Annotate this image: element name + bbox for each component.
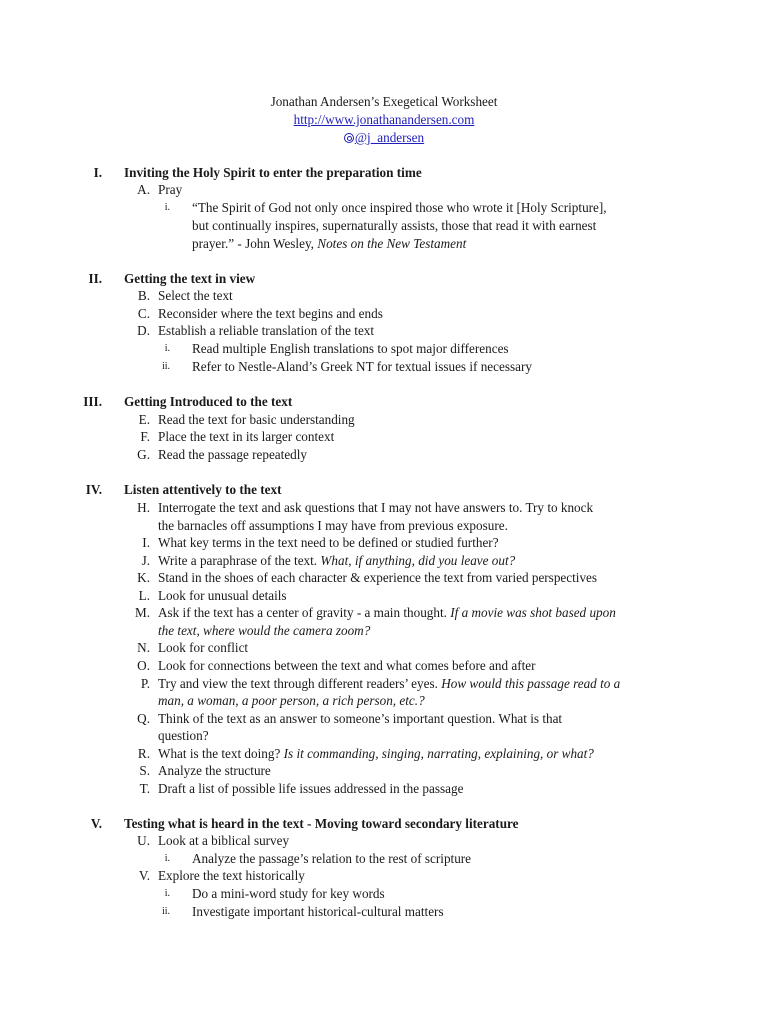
item-text: the barnacles off assumptions I may have from previous exposure.: [158, 518, 508, 533]
item-text: Explore the text historically: [158, 868, 305, 883]
item-text-italic: How would this passage read to a: [441, 676, 621, 691]
quote-attribution-text: prayer.” - John Wesley,: [192, 236, 318, 251]
item-letter: Q.: [137, 711, 150, 726]
item-text-italic: If a movie was shot based upon: [450, 605, 616, 620]
worksheet-title: Jonathan Andersen’s Exegetical Worksheet: [270, 94, 498, 109]
item-text: Look for unusual details: [158, 588, 287, 603]
twitter-handle-link[interactable]: [344, 130, 424, 145]
item-text: Interrogate the text and ask questions that I may not have answers to. Try to knock: [158, 500, 594, 515]
source-title: Notes on the New Testament: [317, 236, 467, 251]
item-text-italic: the text, where would the camera zoom?: [158, 623, 371, 638]
item-text: Read the text for basic understanding: [158, 412, 355, 427]
item-letter: P.: [140, 676, 150, 691]
section-numeral: III.: [83, 394, 102, 409]
item-text: Select the text: [158, 288, 233, 303]
section-title: Inviting the Holy Spirit to enter the preparation time: [124, 165, 422, 180]
item-letter: C.: [137, 306, 150, 321]
sub-item-numeral: ii.: [161, 906, 170, 917]
item-text-plain: Try and view the text through different readers’ eyes.: [158, 676, 442, 691]
item-letter: N.: [137, 640, 150, 655]
item-text: Read the passage repeatedly: [158, 447, 308, 462]
sub-item-text: Refer to Nestle-Aland’s Greek NT for textual issues if necessary: [192, 359, 532, 374]
item-text: question?: [158, 728, 209, 743]
item-text: Look at a biblical survey: [158, 833, 290, 848]
sub-item-numeral: i.: [164, 202, 170, 213]
section-numeral: I.: [93, 165, 102, 180]
item-text: [158, 604, 688, 622]
item-text: [158, 745, 688, 763]
sub-item-numeral: i.: [164, 853, 170, 864]
item-text: Place the text in its larger context: [158, 429, 335, 444]
item-letter: U.: [137, 833, 150, 848]
twitter-handle: @j_andersen: [354, 130, 425, 145]
section-title: Listen attentively to the text: [124, 482, 282, 497]
item-text: Establish a reliable translation of the text: [158, 323, 375, 338]
at-icon: [344, 133, 354, 143]
section-title: Getting the text in view: [124, 271, 256, 286]
item-letter: F.: [140, 429, 150, 444]
item-text-plain: Ask if the text has a center of gravity - a main thought.: [158, 605, 451, 620]
item-text: [158, 552, 688, 570]
item-text: [158, 675, 688, 693]
item-letter: T.: [139, 781, 150, 796]
item-letter: G.: [137, 447, 150, 462]
item-letter: L.: [138, 588, 150, 603]
quote-attribution: [192, 235, 682, 253]
sub-item-text: Read multiple English translations to spot major differences: [192, 341, 509, 356]
sub-item-numeral: ii.: [161, 361, 170, 372]
item-text: Analyze the structure: [158, 763, 271, 778]
twitter-handle-row: [0, 129, 768, 147]
item-letter: R.: [137, 746, 150, 761]
item-text-italic: man, a woman, a poor person, a rich person, etc.?: [158, 693, 425, 708]
sub-item-text: Investigate important historical-cultural matters: [192, 904, 444, 919]
item-text-plain: Write a paraphrase of the text.: [158, 553, 321, 568]
item-letter: B.: [137, 288, 150, 303]
item-letter: A.: [137, 182, 150, 197]
section-title: Testing what is heard in the text - Moving toward secondary literature: [124, 816, 519, 831]
item-letter: M.: [134, 605, 150, 620]
item-text: Pray: [158, 182, 183, 197]
item-text-italic: Is it commanding, singing, narrating, explaining, or what?: [283, 746, 594, 761]
item-letter: D.: [137, 323, 150, 338]
quote-line: “The Spirit of God not only once inspired those who wrote it [Holy Scripture],: [192, 200, 607, 215]
section-numeral: IV.: [85, 482, 102, 497]
item-text: Draft a list of possible life issues addressed in the passage: [158, 781, 464, 796]
item-letter: K.: [137, 570, 150, 585]
item-text: Think of the text as an answer to someone’s important question. What is that: [158, 711, 563, 726]
sub-item-numeral: i.: [164, 343, 170, 354]
item-letter: I.: [142, 535, 150, 550]
item-text: Stand in the shoes of each character & experience the text from varied perspectives: [158, 570, 598, 585]
sub-item-text: Analyze the passage’s relation to the rest of scripture: [192, 851, 472, 866]
quote-line: but continually inspires, supernaturally assists, those that read it with earnest: [192, 218, 597, 233]
website-link-row: [0, 111, 768, 129]
item-text-italic: What, if anything, did you leave out?: [320, 553, 516, 568]
item-letter: S.: [139, 763, 150, 778]
sub-item-text: Do a mini-word study for key words: [192, 886, 385, 901]
sub-item-numeral: i.: [164, 888, 170, 899]
item-letter: O.: [137, 658, 150, 673]
item-text: What key terms in the text need to be defined or studied further?: [158, 535, 499, 550]
website-link[interactable]: http://www.jonathanandersen.com: [293, 112, 475, 127]
item-text: Reconsider where the text begins and ends: [158, 306, 383, 321]
section-numeral: II.: [88, 271, 102, 286]
section-numeral: V.: [90, 816, 102, 831]
item-text: Look for connections between the text and what comes before and after: [158, 658, 536, 673]
item-letter: V.: [138, 868, 150, 883]
item-letter: H.: [137, 500, 150, 515]
section-title: Getting Introduced to the text: [124, 394, 293, 409]
item-text: Look for conflict: [158, 640, 249, 655]
item-text-plain: What is the text doing?: [158, 746, 284, 761]
item-letter: J.: [141, 553, 150, 568]
item-letter: E.: [138, 412, 150, 427]
